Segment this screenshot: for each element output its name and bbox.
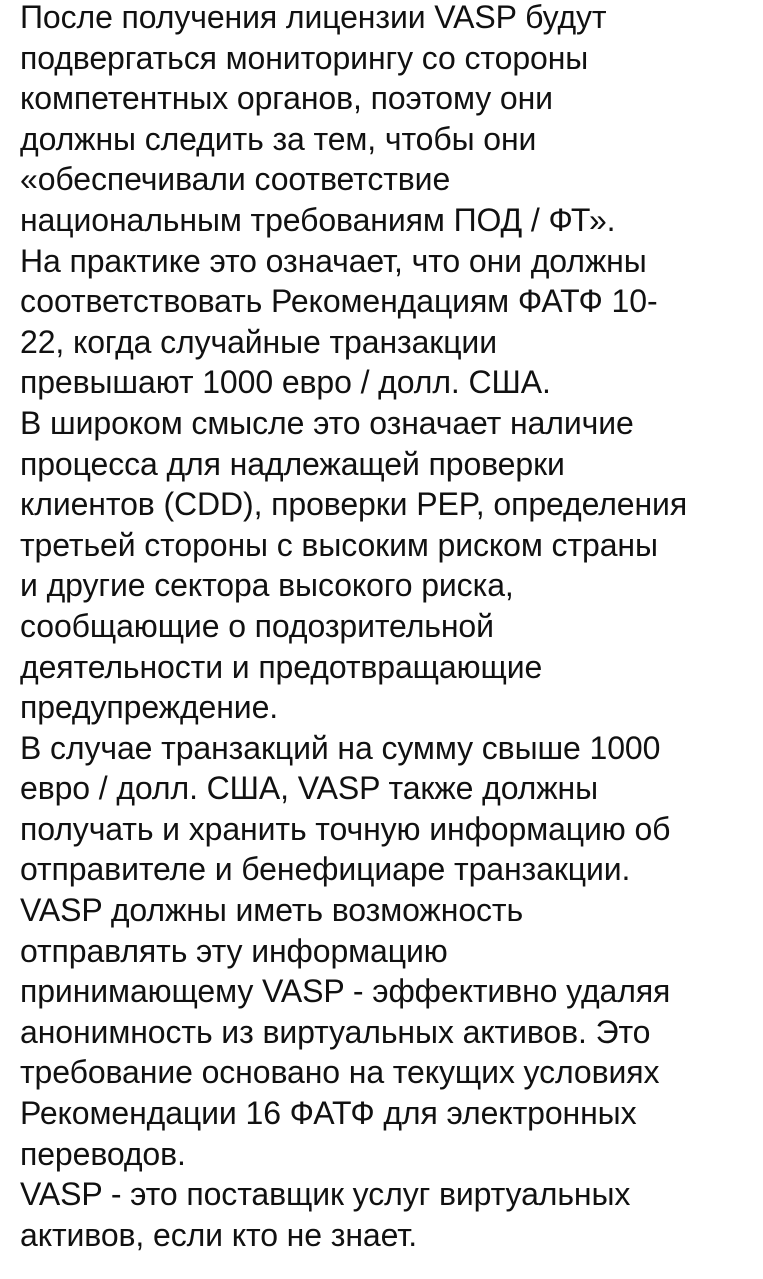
- message-line: национальным требованиям ПОД / ФТ».: [20, 201, 616, 238]
- message-line: «обеспечивали соответствие: [20, 161, 451, 198]
- message-line: активов, если кто не знает.: [20, 1216, 418, 1253]
- message-line: сообщающие о подозрительной: [20, 607, 494, 644]
- message-line: принимающему VASP - эффективно удаляя: [20, 973, 671, 1010]
- message-line: После получения лицензии VASP будут: [20, 0, 607, 35]
- message-line: компетентных органов, поэтому они: [20, 80, 553, 117]
- message-text: [20, 0, 756, 1255]
- message-line: требование основано на текущих условиях: [20, 1054, 660, 1091]
- message-line: отправлять эту информацию: [20, 932, 448, 969]
- message-line: подвергаться мониторингу со стороны: [20, 39, 589, 76]
- message-line: деятельности и предотвращающие: [20, 648, 543, 685]
- message-line: евро / долл. США, VASP также должны: [20, 770, 599, 807]
- message-line: соответствовать Рекомендациям ФАТФ 10-: [20, 283, 658, 320]
- message-line: VASP - это поставщик услуг виртуальных: [20, 1176, 631, 1213]
- message-line: получать и хранить точную информацию об: [20, 810, 671, 847]
- message-line: В широком смысле это означает наличие: [20, 404, 634, 441]
- message-line: VASP должны иметь возможность: [20, 892, 524, 929]
- message-line: третьей стороны с высоким риском страны: [20, 526, 658, 563]
- message-line: Рекомендации 16 ФАТФ для электронных: [20, 1095, 637, 1132]
- message-line: отправителе и бенефициаре транзакции.: [20, 851, 631, 888]
- message-line: и другие сектора высокого риска,: [20, 567, 514, 604]
- message-line: процесса для надлежащей проверки: [20, 445, 565, 482]
- message-line: анонимность из виртуальных активов. Это: [20, 1013, 651, 1050]
- message-line: предупреждение.: [20, 689, 279, 726]
- message-line: переводов.: [20, 1135, 186, 1172]
- message-line: клиентов (CDD), проверки PEP, определения: [20, 486, 688, 523]
- message-line: превышают 1000 евро / долл. США.: [20, 364, 551, 401]
- message-line: На практике это означает, что они должны: [20, 242, 647, 279]
- message-line: 22, когда случайные транзакции: [20, 323, 497, 360]
- message-line: В случае транзакций на сумму свыше 1000: [20, 729, 661, 766]
- message-line: должны следить за тем, чтобы они: [20, 120, 537, 157]
